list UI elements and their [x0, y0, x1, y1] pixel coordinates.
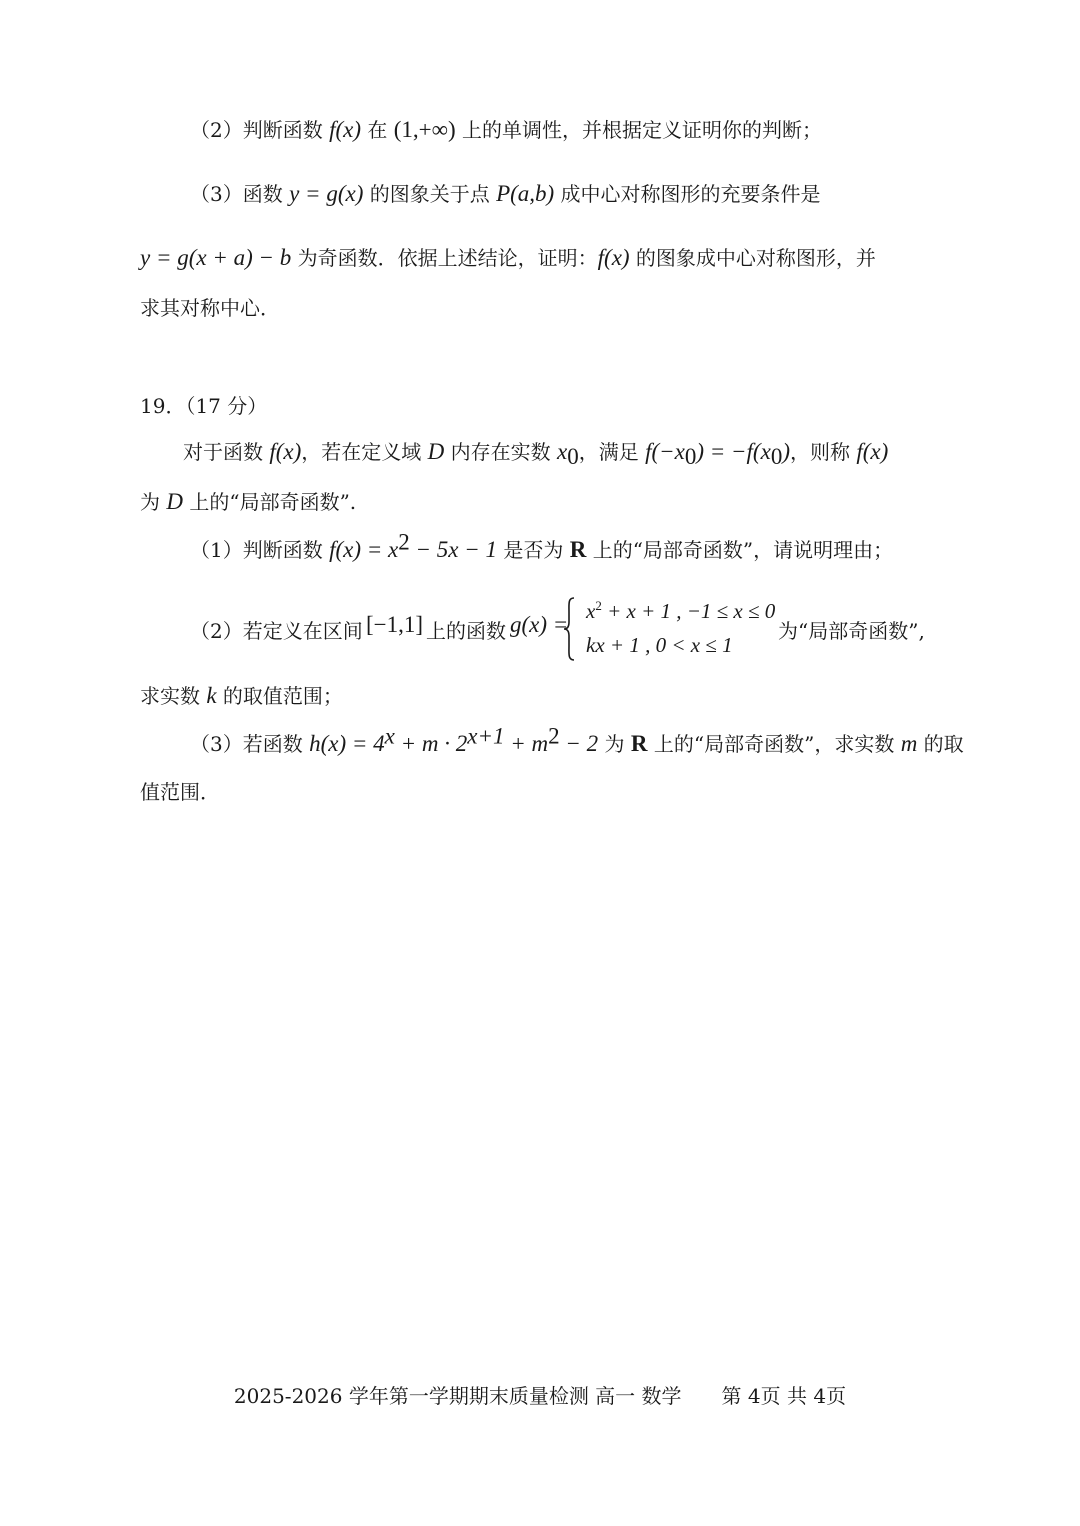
q19-part2 [140, 596, 950, 662]
q18-part3-line2 [140, 244, 940, 272]
formula: P(a,b) [496, 181, 555, 206]
formula: + m · 2 [394, 731, 468, 756]
text: （3）函数 [190, 182, 290, 206]
formula: D [166, 489, 183, 514]
superscript: 2 [595, 598, 602, 613]
text: 为 [140, 490, 167, 514]
text: 上的“局部奇函数”，请说明理由； [586, 538, 894, 562]
text: ，若在定义域 [301, 440, 428, 464]
formula: R [569, 537, 587, 562]
left-brace-icon [562, 596, 576, 662]
text: 上的“局部奇函数”. [182, 490, 357, 514]
text: （3）若函数 [190, 732, 310, 756]
q19-definition-line2 [140, 488, 940, 516]
text: 为奇函数．依据上述结论，证明： [291, 246, 598, 270]
text: 的取值范围； [216, 684, 343, 708]
formula: y = g(x) [289, 181, 364, 206]
q18-part3-line3: 求其对称中心． [140, 296, 280, 320]
formula: m [900, 731, 918, 756]
formula: ) [782, 439, 790, 464]
text: 在 [361, 118, 394, 142]
formula: + m [504, 731, 549, 756]
formula: f(x) [597, 245, 630, 270]
q19-part2-line2 [140, 682, 940, 710]
superscript: x [384, 723, 395, 749]
text: 为 [598, 732, 631, 756]
formula: − 5x − 1 [409, 537, 497, 562]
subscript: 0 [567, 444, 579, 469]
text: 的图象成中心对称图形，并 [629, 246, 876, 270]
formula: f(x) [329, 117, 362, 142]
text: 成中心对称图形的充要条件是 [554, 182, 821, 206]
page-number: 第 4页 共 4页 [721, 1384, 847, 1408]
q18-part3-line1 [190, 180, 990, 208]
text: 是否为 [497, 538, 570, 562]
text: （2）若定义在区间 [190, 619, 363, 643]
superscript: 2 [398, 529, 410, 555]
formula: − 2 [559, 731, 599, 756]
text: 内存在实数 [444, 440, 557, 464]
case-row-2: kx + 1 , 0 < x ≤ 1 [586, 633, 733, 657]
text: 的图象关于点 [363, 182, 497, 206]
q19-heading: 19．（17 分） [140, 394, 268, 418]
superscript: x+1 [467, 723, 505, 749]
q19-part3 [190, 723, 990, 758]
formula: [−1,1] [366, 612, 424, 637]
text: 上的“局部奇函数”，求实数 [647, 732, 901, 756]
formula: R [630, 731, 648, 756]
page-footer [0, 1382, 1080, 1410]
formula: k [206, 683, 217, 708]
text: ，满足 [578, 440, 646, 464]
footer-title: 2025-2026 学年第一学期期末质量检测 高一 数学 [233, 1384, 682, 1408]
text: ，则称 [789, 440, 857, 464]
formula: ) = −f(x [696, 439, 771, 464]
text: 对于函数 [183, 440, 270, 464]
text: 为“局部奇函数”, [778, 619, 925, 643]
text: （2）判断函数 [190, 118, 330, 142]
q18-part2 [190, 116, 990, 144]
formula: f(x) [856, 439, 889, 464]
q19-part3-line2: 值范围． [140, 780, 220, 804]
formula: f(x) [269, 439, 302, 464]
subscript: 0 [770, 444, 783, 469]
case-row-1 [586, 598, 775, 624]
superscript: 2 [548, 723, 560, 749]
formula: y = g(x + a) − b [140, 245, 292, 270]
formula: + x + 1 , −1 ≤ x ≤ 0 [601, 599, 776, 623]
formula: x [556, 439, 568, 464]
formula: x [586, 599, 596, 623]
subscript: 0 [684, 444, 697, 469]
q19-part1 [190, 529, 990, 564]
text: （1）判断函数 [190, 538, 330, 562]
formula: f(x) = x [329, 537, 399, 562]
text: 求实数 [140, 684, 207, 708]
text: 上的单调性，并根据定义证明你的判断； [455, 118, 823, 142]
formula: (1,+∞) [393, 117, 456, 142]
formula: h(x) = 4 [309, 731, 385, 756]
formula: f(−x [645, 439, 685, 464]
text: 的取 [917, 732, 964, 756]
text: 上的函数 [426, 619, 506, 643]
formula: g(x) = [510, 612, 569, 637]
q19-definition-line1 [183, 438, 983, 469]
formula: D [427, 439, 445, 464]
